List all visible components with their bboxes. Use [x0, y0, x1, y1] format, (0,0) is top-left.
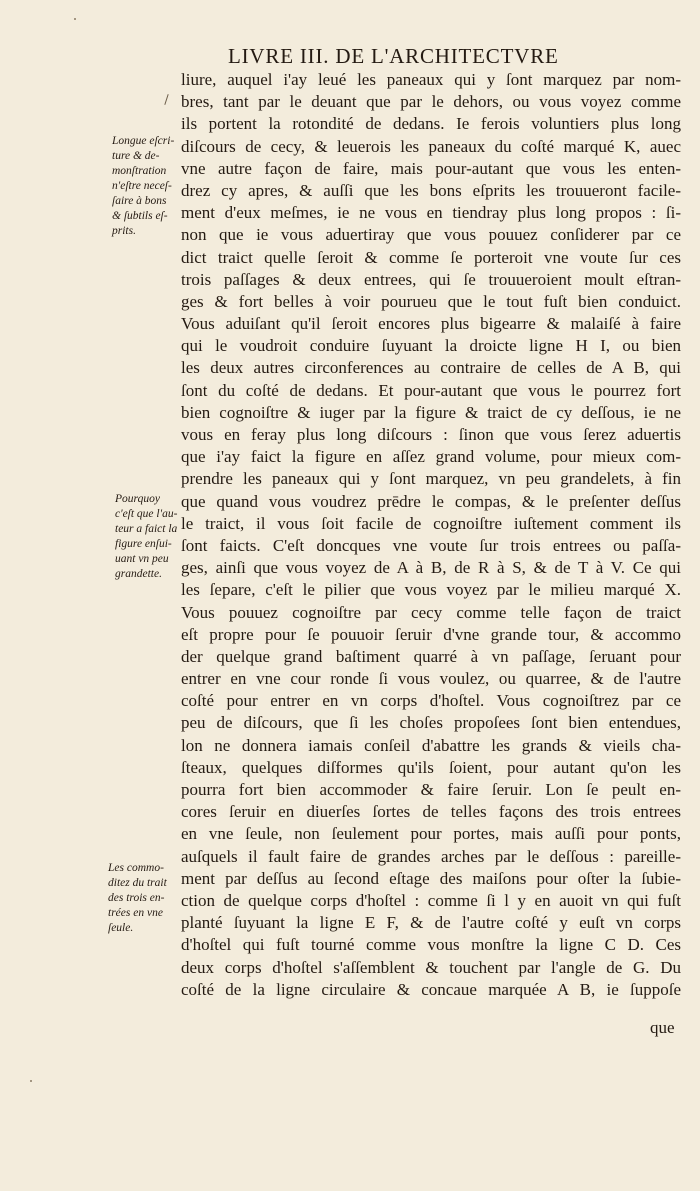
margin-note-line: figure enſui-	[115, 538, 172, 550]
text-line: trois paſſages & deux entrees, qui ſe trouueroient moult eſtran-	[181, 269, 681, 289]
margin-note-line: grandette.	[115, 568, 162, 580]
margin-note-line: Les commo-	[108, 862, 164, 874]
margin-note-line: trées en vne	[108, 907, 163, 919]
margin-note-line: ſeule.	[108, 922, 134, 934]
text-line: que quand vous voudrez prēdre le compas, & le preſenter deſſus	[181, 491, 681, 511]
catchword: que	[650, 1018, 675, 1037]
margin-note	[112, 134, 188, 239]
text-line: non que ie vous aduertiray que vous pouuez conſiderer par ce	[181, 225, 681, 245]
text-line: ment d'eux meſmes, ie ne vous en tiendray plus long propos : ſi-	[181, 203, 681, 223]
text-line: ſont faicts. C'eſt doncques vne voute ſur trois entrees ou paſſa-	[181, 535, 681, 555]
text-line: cores ſeruir en diuerſes ſortes de telles façons des trois entrees	[181, 802, 681, 822]
margin-note-line: c'eſt que l'au-	[115, 508, 178, 520]
text-line: drez cy apres, & auſſi que les bons eſprits les trouueront facile-	[181, 180, 681, 200]
main-text-block	[181, 69, 681, 1001]
margin-note-line: Longue eſcri-	[112, 135, 175, 147]
text-line: ges, ainſi que vous voyez de A à B, de R à S, & de T à V. Ce qui	[181, 558, 681, 578]
text-line: eſt propre pour ſe pouuoir ſeruir d'vne grande tour, & accommo	[181, 624, 681, 644]
text-line: lon ne donnera iamais conſeil d'abattre les grands & vieils cha-	[181, 735, 681, 755]
running-title: LIVRE III. DE L'ARCHITECTVRE	[228, 44, 559, 68]
margin-note-line: des trois en-	[108, 892, 165, 904]
text-line: pourra fort bien accommoder & faire ſeruir. Lon ſe peult en-	[181, 780, 681, 799]
text-line: liure, auquel i'ay leué les paneaux qui y ſont marquez par nom-	[181, 70, 681, 89]
text-line: der quelque grand baſtiment quarré à vn paſſage, ſeruant pour	[181, 646, 681, 666]
text-line: ſteaux, quelques diſformes qu'ils ſoient, pour autant qu'on les	[181, 757, 681, 777]
text-line: les ſepare, c'eſt le pilier que vous voyez par le milieu marqué X.	[181, 580, 681, 600]
text-line: ment par deſſus au ſecond eſtage des maiſons pour oſter la ſubie-	[181, 868, 681, 888]
text-line: ges & fort belles à voir pourueu que le tout fuſt bien conduict.	[181, 291, 681, 311]
text-line: Vous aduiſant qu'il ſeroit encores plus bigearre & malaiſé à faire	[181, 314, 681, 334]
text-line: d'hoſtel qui fuſt tourné comme vous monſtre la ligne C D. Ces	[181, 935, 681, 955]
text-line: entrer en vne cour ronde ſi vous voulez, ou quarree, & de l'autre	[181, 669, 681, 689]
text-line: bres, tant par le deuant que par le dehors, ou vous voyez comme	[181, 92, 681, 112]
text-line: le traict, il vous ſoit facile de cognoiſtre iuſtement comment ils	[181, 513, 681, 533]
margin-note	[115, 492, 191, 582]
text-line: coſté pour entrer en vn corps d'hoſtel. Vous cognoiſtrez par ce	[181, 691, 681, 711]
text-line: bien cognoiſtre & iuger par la figure & traict de cy deſſous, ie ne	[181, 402, 681, 422]
text-line: les deux autres circonferences au contraire de celles de A B, qui	[181, 358, 681, 378]
text-line: prendre les paneaux qui y ſont marquez, vn peu grandelets, à fin	[181, 469, 681, 489]
text-line: dict traict quelle ſeroit & comme ſe porteroit vne voute ſur ces	[181, 247, 681, 267]
text-line: qui le voudroit conduire ſuyuant la droicte ligne H I, ou bien	[181, 336, 681, 356]
text-line: diſcours de cecy, & leuerois les paneaux du coſté marqué K, auec	[181, 136, 681, 156]
paper-speck	[74, 18, 76, 20]
text-line: vous en feray plus long diſcours : ſinon que vous ſerez aduertis	[181, 425, 681, 444]
margin-note-line: prits.	[112, 225, 136, 237]
text-line: ils portent la rotondité de dedans. Ie ferois voluntiers plus long	[181, 114, 681, 134]
paper-speck	[30, 1080, 32, 1082]
margin-note-line: uant vn peu	[115, 553, 169, 565]
text-line: en vne ſeule, non ſeulement pour portes, mais auſſi pour ponts,	[181, 824, 681, 844]
margin-note-line: teur a faict la	[115, 523, 178, 535]
margin-note-line: Pourquoy	[115, 493, 160, 505]
text-line: deux corps d'hoſtel s'aſſemblent & touchent par l'angle de G. Du	[181, 957, 681, 977]
text-line: peu de diſcours, que ſi les choſes propoſees ſont bien entendues,	[181, 713, 681, 733]
text-line: vne autre façon de faire, mais pour-autant que vous les enten-	[181, 158, 681, 178]
margin-note	[108, 861, 184, 936]
text-line: Vous pouuez cognoiſtre par cecy comme telle façon de traict	[181, 602, 681, 622]
text-line: ſont du coſté de dedans. Et pour-autant que vous le pourrez fort	[181, 380, 681, 400]
margin-note-line: monſtration	[112, 165, 167, 177]
margin-note-line: ditez du trait	[108, 877, 167, 889]
text-line: ction de quelque corps d'hoſtel : comme ſi l y en auoit vn qui fuſt	[181, 890, 681, 910]
margin-mark	[164, 94, 168, 105]
text-line: auſquels il fault faire de grandes arches par le deſſous : pareille-	[181, 846, 681, 866]
margin-note-line: n'eſtre neceſ-	[112, 180, 172, 192]
margin-note-line: & ſubtils eſ-	[112, 210, 168, 222]
text-line: planté ſuyuant la ligne E F, & de l'autre coſté y euſt vn corps	[181, 913, 681, 933]
text-line: coſté de la ligne circulaire & concaue marquée A B, ie ſuppoſe	[181, 979, 681, 999]
margin-note-line: ſaire à bons	[112, 195, 167, 207]
margin-note-line: ture & de-	[112, 150, 160, 162]
text-line: que i'ay faict la figure en aſſez grand volume, pour mieux com-	[181, 447, 681, 467]
